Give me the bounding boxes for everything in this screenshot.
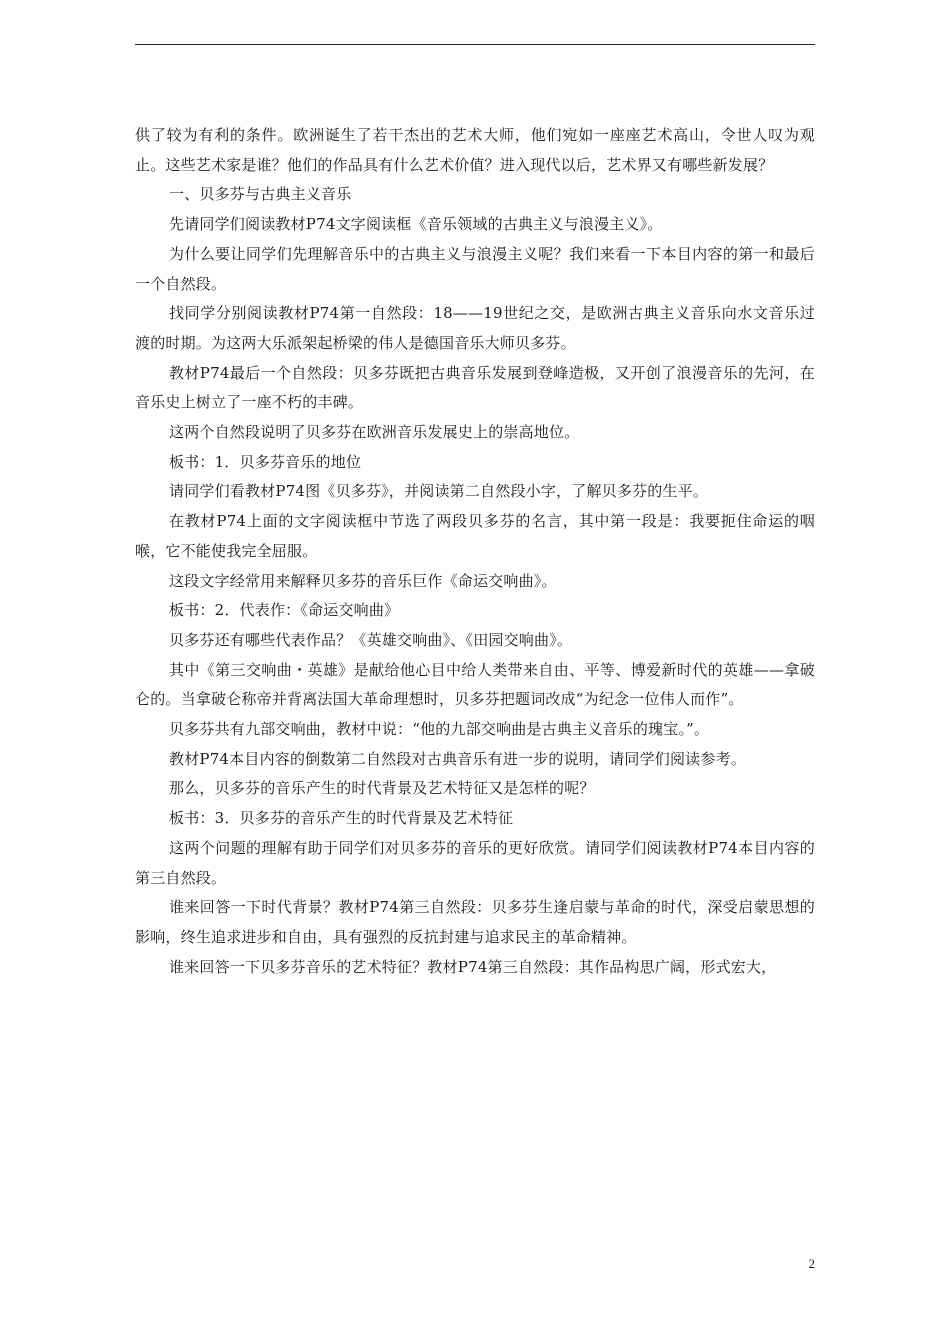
document-body [135, 121, 815, 982]
blackboard-note: 板书：3．贝多芬的音乐产生的时代背景及艺术特征 [169, 809, 514, 828]
paragraph: 请同学们看教材P74图《贝多芬》，并阅读第二自然段小字，了解贝多芬的生平。 [169, 482, 709, 501]
header-rule [135, 44, 815, 45]
paragraph: 贝多芬还有哪些代表作品？《英雄交响曲》、《田园交响曲》。 [169, 630, 573, 649]
blackboard-note: 板书：2．代表作：《命运交响曲》 [169, 601, 400, 620]
paragraph: 那么，贝多芬的音乐产生的时代背景及艺术特征又是怎样的呢？ [169, 779, 595, 798]
paragraph: 先请同学们阅读教材P74文字阅读框《音乐领域的古典主义与浪漫主义》。 [169, 215, 663, 234]
paragraph: 其中《第三交响曲・英雄》是献给他心目中给人类带来自由、平等、博爱新时代的英雄——拿破仑的。当拿破仑称帝并背离法国大革命理想时，贝多芬把题词改成“为纪念一位伟人而作”。 [135, 660, 815, 709]
paragraph: 谁来回答一下时代背景？教材P74第三自然段：贝多芬生逢启蒙与革命的时代，深受启蒙思想的影响，终生追求进步和自由，具有强烈的反抗封建与追求民主的革命精神。 [135, 898, 815, 946]
paragraph: 供了较为有利的条件。欧洲诞生了若干杰出的艺术大师，他们宛如一座座艺术高山，令世人叹为观止。这些艺术家是谁？他们的作品具有什么艺术价值？进入现代以后，艺术界又有哪些新发展？ [135, 126, 815, 174]
paragraph: 贝多芬共有九部交响曲，教材中说：“他的九部交响曲是古典主义音乐的瑰宝。”。 [169, 720, 710, 739]
paragraph: 这两个问题的理解有助于同学们对贝多芬的音乐的更好欣赏。请同学们阅读教材P74本目内容的第三自然段。 [135, 838, 815, 887]
paragraph: 为什么要让同学们先理解音乐中的古典主义与浪漫主义呢？我们来看一下本目内容的第一和最后一个自然段。 [135, 244, 815, 293]
paragraph: 教材P74本目内容的倒数第二自然段对古典音乐有进一步的说明，请同学们阅读参考。 [169, 749, 746, 768]
section-heading: 一、贝多芬与古典主义音乐 [169, 185, 352, 204]
paragraph: 谁来回答一下贝多芬音乐的艺术特征？教材P74第三自然段：其作品构思广阔，形式宏大， [169, 957, 777, 976]
paragraph: 找同学分别阅读教材P74第一自然段：18——19世纪之交，是欧洲古典主义音乐向水文音乐过渡的时期。为这两大乐派架起桥梁的伟人是德国音乐大师贝多芬。 [135, 304, 815, 352]
paragraph: 在教材P74上面的文字阅读框中节选了两段贝多芬的名言，其中第一段是：我要扼住命运的咽喉，它不能使我完全屈服。 [135, 512, 815, 560]
paragraph: 这两个自然段说明了贝多芬在欧洲音乐发展史上的崇高地位。 [169, 423, 580, 442]
paragraph: 教材P74最后一个自然段：贝多芬既把古典音乐发展到登峰造极，又开创了浪漫音乐的先河，在音乐史上树立了一座不朽的丰碑。 [135, 363, 815, 412]
paragraph: 这段文字经常用来解释贝多芬的音乐巨作《命运交响曲》。 [169, 571, 557, 590]
page-number: 2 [808, 1256, 815, 1271]
blackboard-note: 板书：1．贝多芬音乐的地位 [169, 452, 362, 471]
